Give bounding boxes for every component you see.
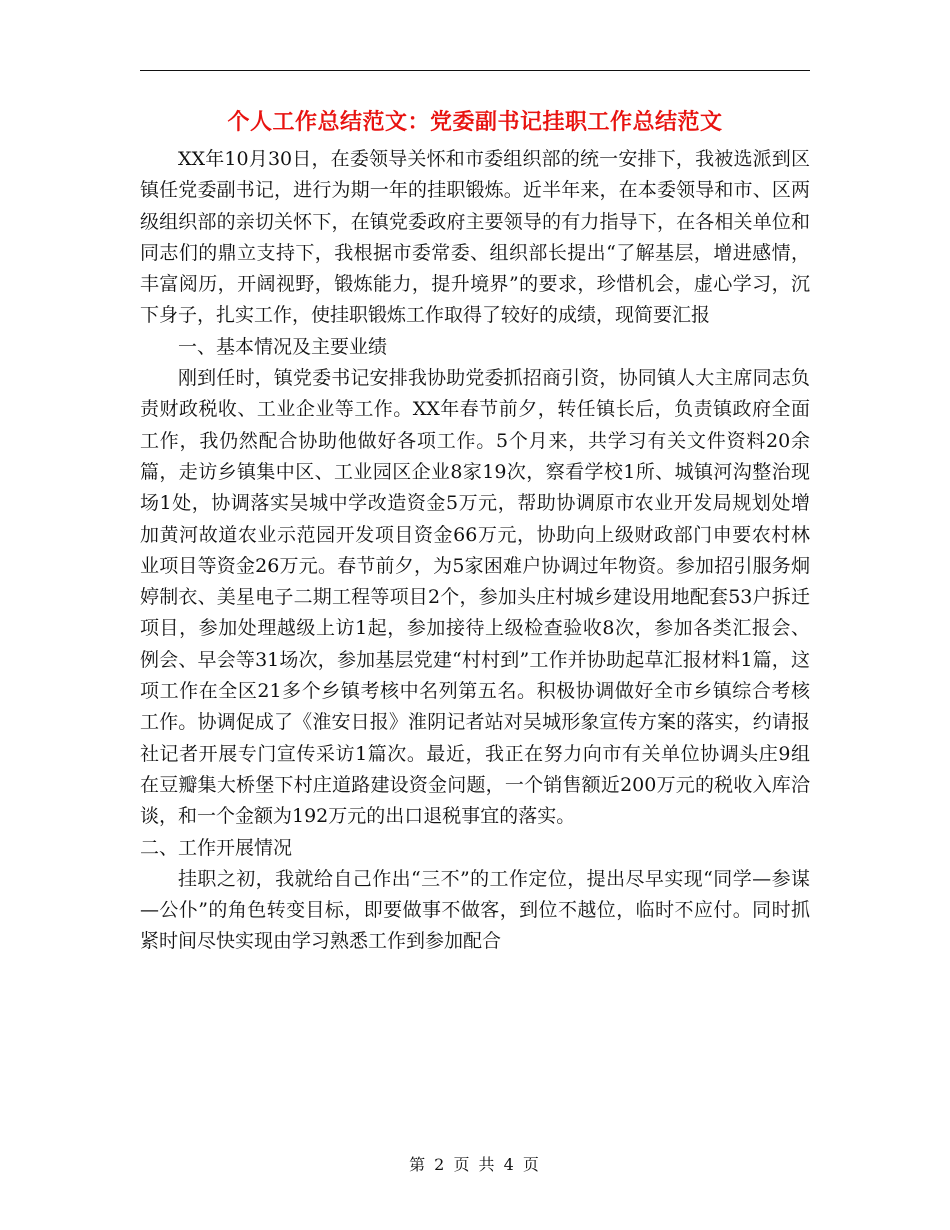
paragraph-achievements: 刚到任时，镇党委书记安排我协助党委抓招商引资，协同镇人大主席同志负责财政税收、工业企业等工作。XX年春节前夕，转任镇长后，负责镇政府全面工作，我仍然配合协助他做好各项工作。5个月来，共学习有关文件资料20余篇，走访乡镇集中区、工业园区企业8家19次，察看学校1所、城镇河沟整治现场1处，协调落实吴城中学改造资金5万元，帮助协调原市农业开发局规划处增加黄河故道农业示范园开发项目资金66万元，协助向上级财政部门申要农村林业项目等资金26万元。春节前夕，为5家困难户协调过年物资。参加招引服务炯婷制衣、美星电子二期工程等项目2个，参加头庄村城乡建设用地配套53户拆迁项目，参加处理越级上访1起，参加接待上级检查验收8次，参加各类汇报会、例会、早会等31场次，参加基层党建“村村到”工作并协助起草汇报材料1篇，这项工作在全区21多个乡镇考核中名列第五名。积极协调做好全市乡镇综合考核工作。协调促成了《淮安日报》淮阴记者站对吴城形象宣传方案的落实，约请报社记者开展专门宣传采访1篇次。最近，我正在努力向市有关单位协调头庄9组在豆瓣集大桥堡下村庄道路建设资金问题，一个销售额近200万元的税收入库洽谈，和一个金额为192万元的出口退税事宜的落实。: [140, 367, 810, 828]
document-title: 个人工作总结范文：党委副书记挂职工作总结范文: [227, 109, 723, 135]
document-page: [140, 102, 810, 958]
page-footer: 第 2 页 共 4 页: [409, 1155, 541, 1174]
header-rule: [140, 70, 810, 71]
document-body: [140, 144, 810, 958]
paragraph-intro: XX年10月30日，在委领导关怀和市委组织部的统一安排下，我被选派到区镇任党委副书记，进行为期一年的挂职锻炼。近半年来，在本委领导和市、区两级组织部的亲切关怀下，在镇党委政府主要领导的有力指导下，在各相关单位和同志们的鼎立支持下，我根据市委常委、组织部长提出“了解基层，增进感情，丰富阅历，开阔视野，锻炼能力，提升境界”的要求，珍惜机会，虚心学习，沉下身子，扎实工作，使挂职锻炼工作取得了较好的成绩，现简要汇报: [140, 148, 810, 327]
paragraph-work: 挂职之初，我就给自己作出“三不”的工作定位，提出尽早实现“同学—参谋—公仆”的角色转变目标，即要做事不做客，到位不越位，临时不应付。同时抓紧时间尽快实现由学习熟悉工作到参加配合: [140, 867, 810, 953]
section-heading-1: 一、基本情况及主要业绩: [178, 335, 388, 358]
section-heading-2: 二、工作开展情况: [140, 836, 293, 859]
